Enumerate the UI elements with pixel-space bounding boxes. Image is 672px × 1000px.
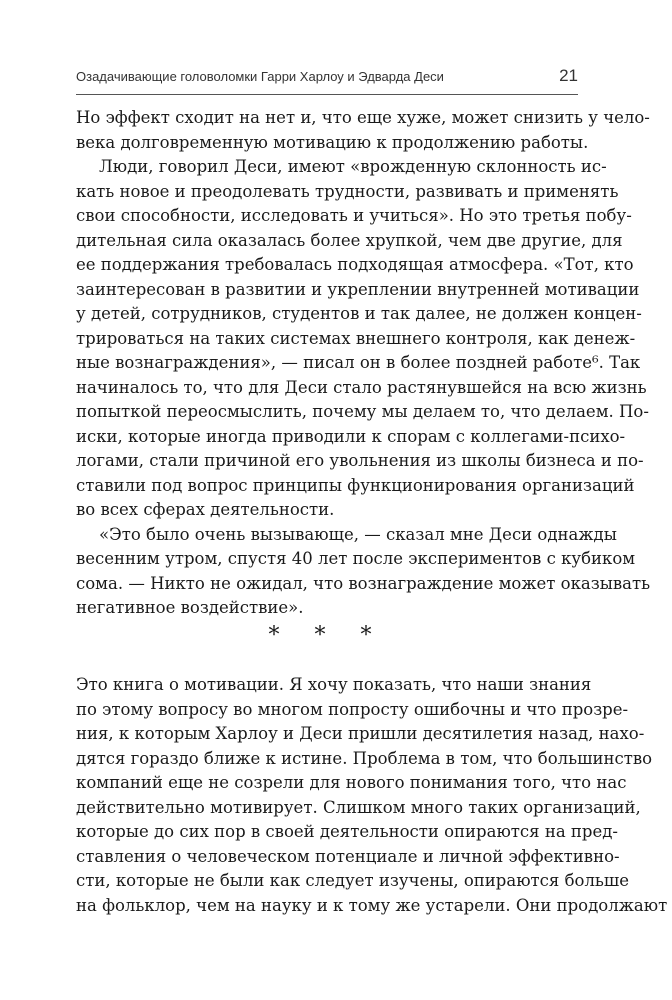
text-line: заинтересован в развитии и укреплении внутренней мотивации: [76, 279, 640, 299]
text-line: Люди, говорил Деси, имеют «врожденную склонность ис-: [99, 157, 607, 176]
text-line: на фольклор, чем на науку и к тому же устарели. Они продолжают: [76, 895, 668, 915]
header-rule: [76, 94, 578, 95]
text-line: логами, стали причиной его увольнения из школы бизнеса и по-: [76, 451, 644, 470]
text-line: Но эффект сходит на нет и, что еще хуже, может снизить у чело-: [76, 108, 650, 127]
body-text-block-1: [76, 106, 651, 621]
page-number: 21: [559, 66, 578, 85]
text-line: Это книга о мотивации. Я хочу показать, что наши знания: [76, 675, 592, 694]
text-line: во всех сферах деятельности.: [76, 500, 335, 519]
text-line: века долговременную мотивацию к продолжению работы.: [76, 132, 589, 152]
section-break-asterisks: * * *: [268, 623, 386, 648]
text-line: ные вознаграждения», — писал он в более поздней работе⁶. Так: [76, 353, 641, 372]
text-line: ния, к которым Харлоу и Деси пришли десятилетия назад, нахо-: [76, 724, 645, 743]
text-line: негативное воздействие».: [76, 598, 304, 617]
text-line: дительная сила оказалась более хрупкой, чем две другие, для: [76, 230, 623, 250]
text-line: ее поддержания требовалась подходящая атмосфера. «Тот, кто: [76, 255, 634, 274]
running-head: [76, 66, 578, 86]
text-line: трироваться на таких системах внешнего контроля, как денеж-: [76, 328, 636, 348]
text-line: сома. — Никто не ожидал, что вознаграждение может оказывать: [76, 573, 651, 593]
text-line: весенним утром, спустя 40 лет после экспериментов с кубиком: [76, 549, 636, 568]
running-title: Озадачивающие головоломки Гарри Харлоу и Эдварда Деси: [76, 69, 444, 84]
text-line: по этому вопросу во многом попросту ошибочны и что прозре-: [76, 699, 629, 719]
text-line: действительно мотивирует. Слишком много таких организаций,: [76, 797, 641, 817]
text-line: иски, которые иногда приводили к спорам с коллегами-психо-: [76, 426, 626, 446]
text-line: которые до сих пор в своей деятельности опираются на пред-: [76, 822, 618, 841]
text-line: сти, которые не были как следует изучены, опираются больше: [76, 871, 630, 890]
text-line: «Это было очень вызывающе, — сказал мне Деси однажды: [99, 524, 617, 544]
text-line: попыткой переосмыслить, почему мы делаем то, что делаем. По-: [76, 402, 649, 421]
text-line: у детей, сотрудников, студентов и так далее, не должен концен-: [76, 304, 642, 323]
text-line: свои способности, исследовать и учиться». Но это третья побу-: [76, 206, 632, 225]
text-line: ставили под вопрос принципы функционирования организаций: [76, 475, 635, 495]
body-text-block-2: [76, 673, 668, 918]
text-line: дятся гораздо ближе к истине. Проблема в том, что большинство: [76, 748, 653, 768]
text-line: начиналось то, что для Деси стало растянувшейся на всю жизнь: [76, 377, 647, 397]
text-line: ставления о человеческом потенциале и личной эффективно-: [76, 846, 620, 866]
text-line: кать новое и преодолевать трудности, развивать и применять: [76, 181, 619, 201]
text-line: компаний еще не созрели для нового понимания того, что нас: [76, 773, 627, 792]
